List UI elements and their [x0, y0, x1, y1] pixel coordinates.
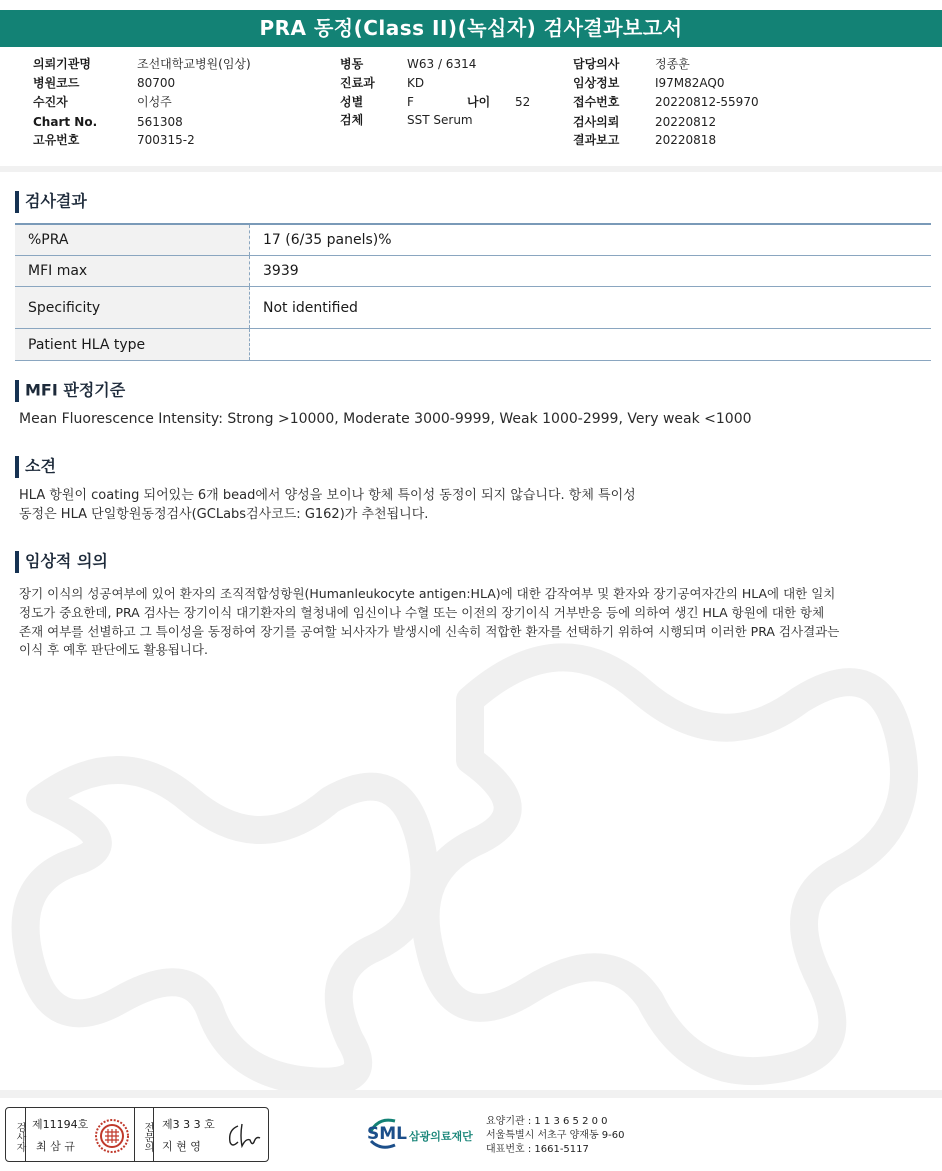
signature-box — [5, 1107, 269, 1162]
info-label: 검체 — [340, 113, 364, 127]
info-value: 20220812 — [655, 115, 717, 129]
contact-line: 요양기관 : 1 1 3 6 5 2 0 0 — [486, 1116, 608, 1127]
results-table — [15, 223, 931, 361]
info-label: 결과보고 — [573, 133, 620, 147]
result-value: 3939 — [263, 263, 299, 279]
sml-logo — [365, 1115, 485, 1157]
info-label: 접수번호 — [573, 95, 620, 109]
info-value: 20220812-55970 — [655, 95, 759, 109]
table-row — [15, 287, 931, 329]
info-label: 병동 — [340, 57, 364, 71]
section-heading-clinical: 임상적 의의 — [15, 549, 108, 573]
info-value: W63 / 6314 — [407, 57, 477, 71]
footer-divider — [0, 1090, 942, 1098]
table-row — [15, 256, 931, 287]
section-bar — [15, 380, 19, 402]
table-row — [15, 225, 931, 256]
info-label: 성별 — [340, 95, 364, 109]
info-value: 이성주 — [137, 95, 172, 109]
header-divider — [0, 166, 942, 172]
info-value: SST Serum — [407, 113, 473, 127]
info-label: 진료과 — [340, 76, 375, 90]
section-heading-mfi: MFI 판정기준 — [15, 378, 125, 402]
info-value: 20220818 — [655, 133, 717, 147]
inspector-name: 최 삼 규 — [36, 1140, 75, 1153]
contact-info — [486, 1115, 625, 1157]
result-value: Not identified — [263, 299, 358, 316]
result-label: %PRA — [15, 225, 250, 255]
info-label: 의뢰기관명 — [33, 57, 91, 71]
info-label: 담당의사 — [573, 57, 620, 71]
clinical-line: 존재 여부를 선별하고 그 특이성을 동정하여 장기를 공여할 뇌사자가 발생시에 신속히 적합한 환자를 선택하기 위하여 시행되며 이러한 PRA 검사결과는 — [19, 624, 840, 639]
section-bar — [15, 191, 19, 213]
specialist-license: 제3 3 3 호 — [162, 1118, 215, 1131]
findings-line: 동정은 HLA 단일항원동정검사(GCLabs검사코드: G162)가 추천됩니다. — [19, 507, 429, 522]
result-value: 17 (6/35 panels)% — [263, 232, 392, 248]
clinical-line: 장기 이식의 성공여부에 있어 환자의 조직적합성항원(Humanleukocyte antigen:HLA)에 대한 감작여부 및 환자와 장기공여자간의 HLA에 대한 일치 — [19, 586, 836, 601]
contact-line: 서울특별시 서초구 양재동 9-60 — [486, 1130, 625, 1141]
info-value: 700315-2 — [137, 133, 195, 147]
info-value: 조선대학교병원(임상) — [137, 57, 251, 71]
clinical-line: 이식 후 예후 판단에도 활용됩니다. — [19, 642, 208, 657]
org-name: 삼광의료재단 — [409, 1130, 473, 1143]
info-label: 수진자 — [33, 95, 68, 109]
contact-line: 대표번호 : 1661-5117 — [486, 1144, 589, 1155]
info-label: 고유번호 — [33, 133, 80, 147]
inspector-license: 제11194호 — [32, 1118, 89, 1131]
result-label: MFI max — [15, 256, 250, 286]
section-heading-results: 검사결과 — [15, 189, 87, 213]
seal-icon — [94, 1118, 130, 1154]
result-label: Patient HLA type — [15, 329, 250, 360]
info-value: 80700 — [137, 76, 176, 90]
info-value: KD — [407, 76, 425, 90]
specialist-name: 지 현 영 — [162, 1140, 201, 1153]
result-label: Specificity — [15, 287, 250, 328]
findings-line: HLA 항원이 coating 되어있는 6개 bead에서 양성을 보이나 항체 특이성 동정이 되지 않습니다. 항체 특이성 — [19, 488, 636, 503]
info-label: 나이 — [467, 95, 491, 109]
mfi-criteria-text: Mean Fluorescence Intensity: Strong >10000, Moderate 3000-9999, Weak 1000-2999, Very weak <1000 — [19, 411, 752, 427]
logo-text: SML — [367, 1124, 407, 1144]
info-label: Chart No. — [33, 115, 98, 129]
info-label: 검사의뢰 — [573, 115, 620, 129]
result-value — [250, 329, 931, 360]
clinical-line: 정도가 중요한데, PRA 검사는 장기이식 대기환자의 혈청내에 임신이나 수혈 또는 이전의 장기이식 거부반응 등에 의하여 생긴 HLA 항원에 대한 항체 — [19, 605, 825, 620]
info-label: 병원코드 — [33, 76, 80, 90]
patient-info-block — [0, 55, 942, 165]
table-row — [15, 329, 931, 361]
signature-icon — [224, 1120, 264, 1152]
info-value: 561308 — [137, 115, 183, 129]
info-value: F — [407, 95, 414, 109]
info-value: 정종훈 — [655, 57, 690, 71]
info-value: I97M82AQ0 — [655, 76, 725, 90]
info-label: 임상정보 — [573, 76, 620, 90]
section-bar — [15, 456, 19, 478]
section-heading-findings: 소견 — [15, 454, 56, 478]
section-bar — [15, 551, 19, 573]
info-value: 52 — [515, 95, 531, 109]
specialist-label: 전문의 — [134, 1108, 154, 1161]
report-title: PRA 동정(Class II)(녹십자) 검사결과보고서 — [0, 10, 942, 47]
inspector-label: 검사자 — [8, 1108, 26, 1161]
